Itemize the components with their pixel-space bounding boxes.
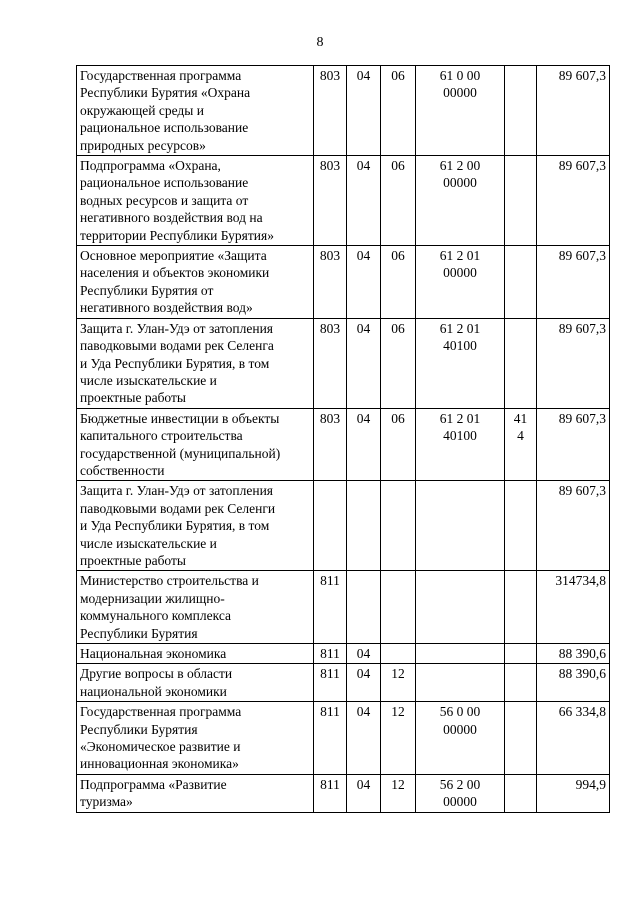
cell-line: природных ресурсов» xyxy=(80,137,206,153)
page-number: 8 xyxy=(316,35,324,50)
cell-line: Бюджетные инвестиции в объекты xyxy=(80,410,280,426)
expense-type-cell xyxy=(505,571,537,644)
cell-line: территории Республики Бурятия» xyxy=(80,227,274,243)
section-code-cell xyxy=(347,571,381,644)
expense-type-cell xyxy=(505,644,537,664)
subsection-code-cell xyxy=(381,644,416,664)
cell-line: Республики Бурятия «Охрана xyxy=(80,85,251,101)
cell-line: рациональное использование xyxy=(80,120,249,136)
subsection-code-cell: 12 xyxy=(381,664,416,702)
cell-line: паводковыми водами рек Селенга xyxy=(80,338,274,354)
ministry-code-cell xyxy=(314,481,347,571)
cell-line: негативного воздействия вод» xyxy=(80,300,253,316)
cell-line: 40100 xyxy=(443,428,477,444)
amount-cell: 66 334,8 xyxy=(537,702,610,775)
cell-line: населения и объектов экономики xyxy=(80,265,270,281)
table-row xyxy=(77,481,610,571)
ministry-code-cell: 811 xyxy=(314,774,347,812)
cell-line: государственной (муниципальной) xyxy=(80,445,281,461)
cell-line: Республики Бурятия от xyxy=(80,282,214,298)
amount-cell: 88 390,6 xyxy=(537,644,610,664)
expense-type-cell xyxy=(505,774,537,812)
cell-line: собственности xyxy=(80,462,165,478)
ministry-code-cell: 811 xyxy=(314,702,347,775)
cell-line: и Уда Республики Бурятия, в том xyxy=(80,518,270,534)
cell-line: коммунального комплекса xyxy=(80,608,231,624)
expense-type-cell xyxy=(505,664,537,702)
cell-line: «Экономическое развитие и xyxy=(80,739,241,755)
subsection-code-cell: 06 xyxy=(381,318,416,408)
section-code-cell: 04 xyxy=(347,644,381,664)
ministry-code-cell: 811 xyxy=(314,664,347,702)
cell-line: национальной экономики xyxy=(80,683,227,699)
target-article-cell xyxy=(416,481,505,571)
expense-type-cell xyxy=(505,408,537,481)
cell-line: и Уда Республики Бурятия, в том xyxy=(80,355,270,371)
cell-line: 00000 xyxy=(443,265,477,281)
cell-line: Республики Бурятия xyxy=(80,721,198,737)
cell-line: Государственная программа xyxy=(80,704,242,720)
amount-cell: 89 607,3 xyxy=(537,318,610,408)
section-code-cell: 04 xyxy=(347,156,381,246)
amount-cell: 89 607,3 xyxy=(537,66,610,156)
cell-line: 56 0 00 xyxy=(439,704,481,720)
amount-cell: 314734,8 xyxy=(537,571,610,644)
cell-line: Основное мероприятие «Защита xyxy=(80,248,267,264)
table-row xyxy=(77,571,610,644)
ministry-code-cell: 803 xyxy=(314,66,347,156)
section-code-cell: 04 xyxy=(347,318,381,408)
target-article-cell xyxy=(416,66,505,156)
target-article-cell xyxy=(416,702,505,775)
section-code-cell: 04 xyxy=(347,702,381,775)
cell-line: Защита г. Улан-Удэ от затопления xyxy=(80,320,274,336)
item-name-cell xyxy=(77,481,314,571)
cell-line: 00000 xyxy=(443,175,477,191)
target-article-cell xyxy=(416,318,505,408)
section-code-cell: 04 xyxy=(347,66,381,156)
table-row xyxy=(77,66,610,156)
ministry-code-cell: 811 xyxy=(314,571,347,644)
target-article-cell xyxy=(416,644,505,664)
ministry-code-cell: 803 xyxy=(314,408,347,481)
cell-line: 40100 xyxy=(443,338,477,354)
ministry-code-cell: 803 xyxy=(314,156,347,246)
item-name-cell xyxy=(77,408,314,481)
cell-line: 61 2 00 xyxy=(439,158,481,174)
table-row xyxy=(77,664,610,702)
cell-line: 00000 xyxy=(443,794,477,810)
amount-cell: 89 607,3 xyxy=(537,246,610,319)
cell-line: 61 0 00 xyxy=(439,68,481,83)
item-name-cell xyxy=(77,318,314,408)
cell-line: рациональное использование xyxy=(80,175,249,191)
item-name-cell xyxy=(77,66,314,156)
table-row xyxy=(77,774,610,812)
cell-line: Государственная программа xyxy=(80,68,242,83)
cell-line: Республики Бурятия xyxy=(80,625,198,641)
amount-cell: 994,9 xyxy=(537,774,610,812)
cell-line: 61 2 01 xyxy=(439,320,481,336)
target-article-cell xyxy=(416,246,505,319)
section-code-cell: 04 xyxy=(347,664,381,702)
table-row xyxy=(77,702,610,775)
cell-line: негативного воздействия вод на xyxy=(80,210,263,226)
target-article-cell xyxy=(416,571,505,644)
ministry-code-cell: 811 xyxy=(314,644,347,664)
cell-line: числе изыскательские и xyxy=(80,372,217,388)
table-body xyxy=(77,66,610,813)
subsection-code-cell: 12 xyxy=(381,774,416,812)
cell-line: 61 2 01 xyxy=(439,410,481,426)
subsection-code-cell: 06 xyxy=(381,156,416,246)
item-name-cell xyxy=(77,156,314,246)
subsection-code-cell xyxy=(381,481,416,571)
cell-line: Национальная экономика xyxy=(80,646,227,661)
item-name-cell xyxy=(77,664,314,702)
subsection-code-cell: 12 xyxy=(381,702,416,775)
cell-line: туризма» xyxy=(80,794,133,810)
table-row xyxy=(77,644,610,664)
target-article-cell xyxy=(416,774,505,812)
expense-type-cell xyxy=(505,318,537,408)
item-name-cell xyxy=(77,702,314,775)
section-code-cell: 04 xyxy=(347,774,381,812)
cell-line: капитального строительства xyxy=(80,428,243,444)
target-article-cell xyxy=(416,156,505,246)
amount-cell: 89 607,3 xyxy=(537,156,610,246)
cell-line: числе изыскательские и xyxy=(80,535,217,551)
subsection-code-cell: 06 xyxy=(381,408,416,481)
table-row xyxy=(77,318,610,408)
cell-line: 00000 xyxy=(443,85,477,101)
cell-line: 56 2 00 xyxy=(439,776,481,792)
cell-line: паводковыми водами рек Селенги xyxy=(80,500,276,516)
cell-line: Подпрограмма «Охрана, xyxy=(80,158,221,174)
item-name-cell xyxy=(77,644,314,664)
cell-line: Подпрограмма «Развитие xyxy=(80,776,227,792)
expense-type-cell xyxy=(505,66,537,156)
expense-type-cell xyxy=(505,702,537,775)
cell-line: инновационная экономика» xyxy=(80,756,239,772)
item-name-cell xyxy=(77,246,314,319)
expense-type-cell xyxy=(505,481,537,571)
subsection-code-cell xyxy=(381,571,416,644)
section-code-cell xyxy=(347,481,381,571)
table-row xyxy=(77,156,610,246)
cell-line: 00000 xyxy=(443,721,477,737)
ministry-code-cell: 803 xyxy=(314,246,347,319)
cell-line: 4 xyxy=(517,428,524,444)
ministry-code-cell: 803 xyxy=(314,318,347,408)
cell-line: модернизации жилищно- xyxy=(80,590,225,606)
item-name-cell xyxy=(77,774,314,812)
section-code-cell: 04 xyxy=(347,246,381,319)
subsection-code-cell: 06 xyxy=(381,66,416,156)
amount-cell: 89 607,3 xyxy=(537,408,610,481)
budget-table xyxy=(76,65,610,813)
expense-type-cell xyxy=(505,156,537,246)
cell-line: проектные работы xyxy=(80,552,186,568)
cell-line: проектные работы xyxy=(80,390,186,406)
cell-line: водных ресурсов и защита от xyxy=(80,192,249,208)
amount-cell: 88 390,6 xyxy=(537,664,610,702)
cell-line: Министерство строительства и xyxy=(80,573,259,589)
target-article-cell xyxy=(416,664,505,702)
expense-type-cell xyxy=(505,246,537,319)
table-row xyxy=(77,408,610,481)
cell-line: Защита г. Улан-Удэ от затопления xyxy=(80,483,274,499)
subsection-code-cell: 06 xyxy=(381,246,416,319)
cell-line: Другие вопросы в области xyxy=(80,666,233,682)
cell-line: 41 xyxy=(513,410,528,426)
section-code-cell: 04 xyxy=(347,408,381,481)
target-article-cell xyxy=(416,408,505,481)
amount-cell: 89 607,3 xyxy=(537,481,610,571)
item-name-cell xyxy=(77,571,314,644)
cell-line: окружающей среды и xyxy=(80,102,204,118)
table-row xyxy=(77,246,610,319)
cell-line: 61 2 01 xyxy=(439,248,481,264)
